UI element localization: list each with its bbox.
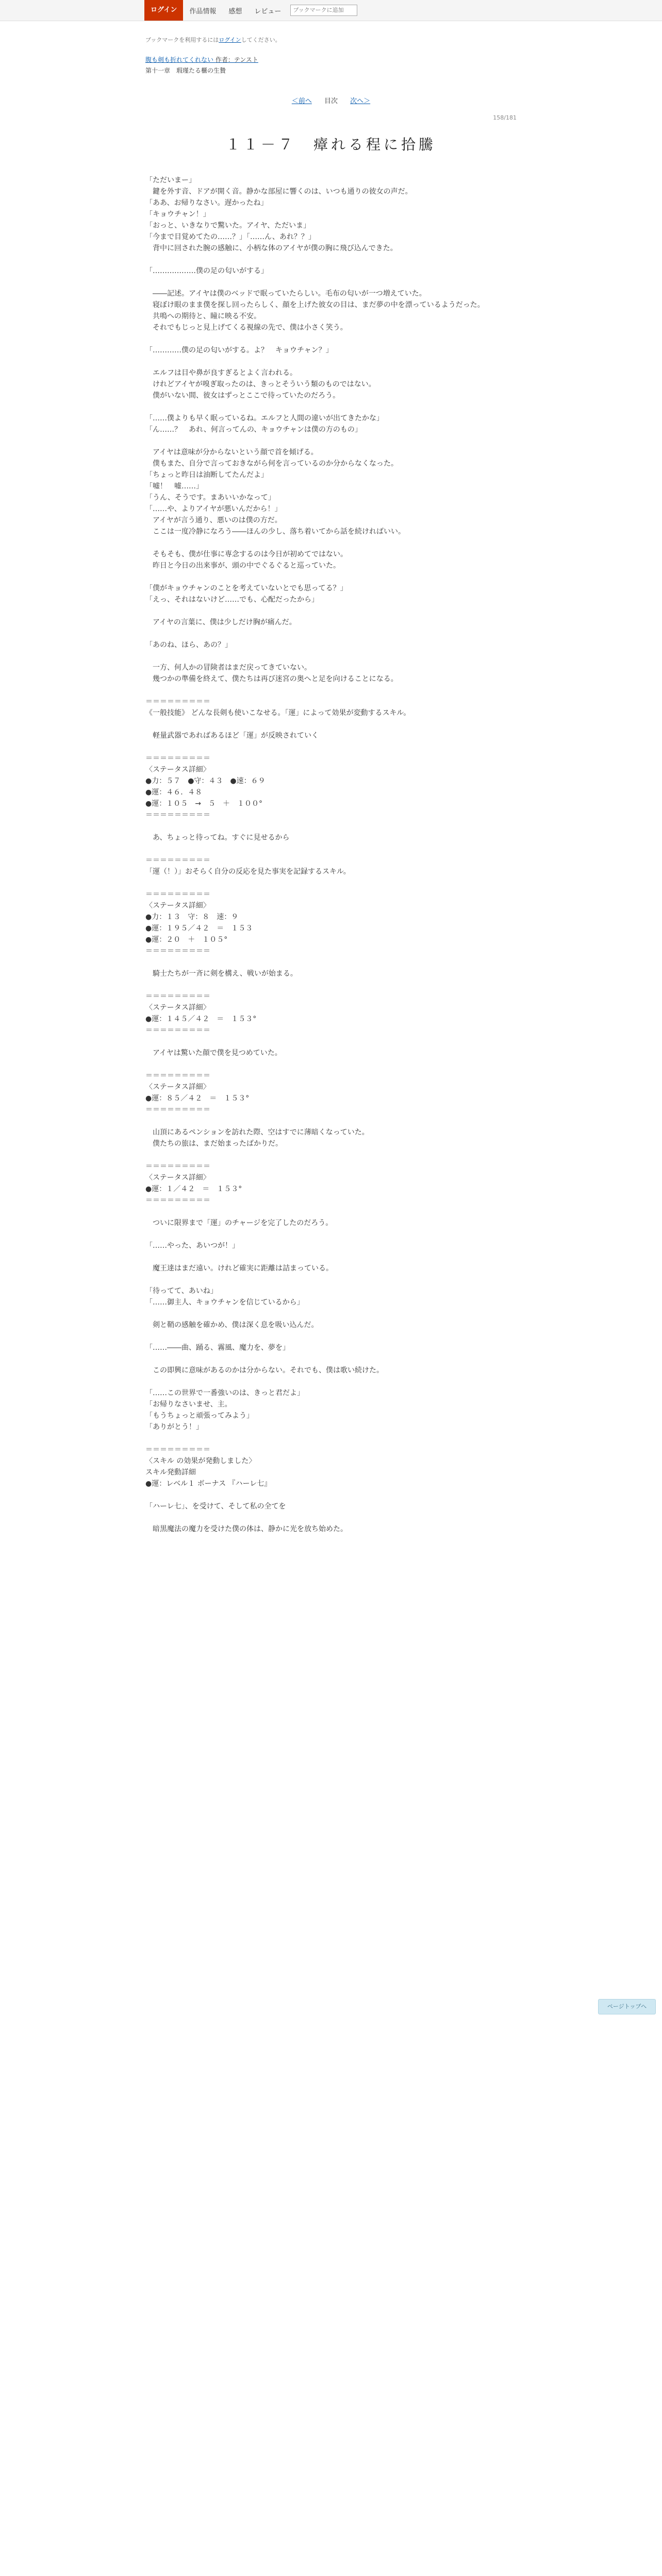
paragraph: 「……や、よりアイヤが悪いんだから！」: [145, 505, 282, 513]
nav-link-review[interactable]: レビュー: [254, 7, 282, 15]
paragraph: 〈ステータス詳細〉: [145, 1083, 210, 1091]
paragraph: 《一般技能》 どんな長剣も使いこなせる。「運」によって効果が変動するスキル。: [145, 709, 411, 717]
paragraph: [145, 821, 517, 832]
paragraph: ここは一度冷静になろう――ほんの少し、落ち着いてから話を続ければいい。: [145, 528, 405, 536]
paragraph: ●運：１０５ → ５ ＋ １００°: [145, 800, 262, 808]
paragraph: [145, 1229, 517, 1240]
nav-link-comments[interactable]: 感想: [228, 7, 242, 15]
paragraph: 共鳴への期待と、瞳に映る不安。: [145, 312, 261, 320]
paragraph: [145, 333, 517, 345]
paragraph: [145, 356, 517, 367]
paragraph: 「ああ、お帰りなさい。遅かったね」: [145, 199, 268, 207]
paragraph: [145, 571, 517, 583]
paragraph: 鍵を外す音、ドアが開く音。静かな部屋に響くのは、いつも通りの彼女の声だ。: [145, 188, 412, 196]
paragraph: ●運：８５／４２ ＝ １５３°: [145, 1094, 250, 1103]
hint-suffix: してください。: [241, 37, 281, 43]
paragraph: 幾つかの準備を終えて、僕たちは再び迷宮の奥へと足を向けることになる。: [145, 675, 398, 683]
top-navigation: [0, 0, 662, 21]
paragraph: ●運：１９５／４２ ＝ １５３: [145, 924, 253, 933]
paragraph: ＝＝＝＝＝＝＝＝＝: [145, 811, 210, 819]
paragraph: [145, 1036, 517, 1047]
paragraph: ●運：４６．４８: [145, 788, 203, 796]
chapter-label: 第十一章 瑕瑾たる櫃の生贄: [145, 67, 226, 74]
paragraph: [145, 1274, 517, 1285]
series-author: 作者：テンスト: [215, 56, 258, 63]
paragraph: 「運（！）」おそらく自分の反応を見た事実を記録するスキル。: [145, 868, 351, 876]
paragraph: ●運：２０ ＋ １０５°: [145, 936, 228, 944]
paragraph: ――記述。アイヤは僕のベッドで眠っていたらしい。毛布の匂いが一つ増えていた。: [145, 290, 426, 298]
paragraph: あ、ちょっと待ってね。すぐに見せるから: [145, 834, 290, 842]
paragraph: 僕たちの旅は、まだ始まったばかりだ。: [145, 1140, 283, 1148]
paragraph: 「……僕よりも早く眠っているね。エルフと人間の違いが出てきたかな」: [145, 414, 384, 422]
paragraph: ＝＝＝＝＝＝＝＝＝: [145, 890, 210, 899]
paragraph: 「……――曲、踊る、霧風、魔力を、夢を」: [145, 1344, 290, 1352]
paragraph: [145, 1059, 517, 1070]
paragraph: 「待ってて、あいね」: [145, 1287, 218, 1295]
paragraph: 「キョウチャン！」: [145, 210, 210, 218]
paragraph: ●力：５７ ●守：４３ ●速：６９: [145, 777, 266, 785]
paragraph: [145, 979, 517, 991]
series-title[interactable]: 腹も剣も折れてくれない: [145, 56, 214, 63]
paragraph: 一方、何人かの冒険者はまだ戻ってきていない。: [145, 664, 311, 672]
paragraph: 「……やった、あいつが！」: [145, 1242, 239, 1250]
novel-body: [145, 175, 517, 1535]
bookmark-input[interactable]: [290, 5, 357, 16]
paragraph: [145, 277, 517, 288]
paragraph: けれどアイヤが嗅ぎ取ったのは、きっとそういう類のものではない。: [145, 380, 376, 388]
nav-link-work-info[interactable]: 作品情報: [189, 7, 217, 15]
chapter-title: １１－７ 瘴れる程に拾騰: [225, 136, 436, 153]
paragraph: 騎士たちが一斉に剣を構え、戦いが始まる。: [145, 970, 297, 978]
paragraph: ＝＝＝＝＝＝＝＝＝: [145, 1026, 210, 1035]
paragraph: 山頂にあるペンションを訪れた際、空はすでに薄暗くなっていた。: [145, 1128, 369, 1137]
paragraph: 〈スキル の効果が発動しました〉: [145, 1457, 256, 1465]
paragraph: この即興に意味があるのかは分からない。それでも、僕は歌い続けた。: [145, 1366, 384, 1375]
paragraph: 「…………僕の足の匂いがする。よ？ キョウチャン？」: [145, 346, 333, 354]
paragraph: [145, 957, 517, 968]
page-top-button[interactable]: ページトップへ: [598, 1999, 656, 2014]
paragraph: ＝＝＝＝＝＝＝＝＝: [145, 947, 210, 955]
paragraph: ＝＝＝＝＝＝＝＝＝: [145, 1072, 210, 1080]
paragraph: 「……この世界で一番強いのは、きっと君だよ」: [145, 1389, 304, 1397]
paragraph: 〈ステータス詳細〉: [145, 766, 210, 774]
paragraph: 魔王達はまだ遠い。けれど確実に距離は詰まっている。: [145, 1264, 333, 1273]
paragraph: [145, 719, 517, 730]
chapter-navigation: [145, 95, 517, 105]
paragraph: [145, 1149, 517, 1161]
bookmark-hint: [145, 36, 517, 44]
paragraph: 「ん……？ あれ、何言ってんの、キョウチャンは僕の方のもの」: [145, 426, 362, 434]
paragraph: アイヤは意味が分からないという顔で首を傾げる。: [145, 448, 318, 456]
paragraph: ＝＝＝＝＝＝＝＝＝: [145, 754, 210, 762]
page-counter: 158/181: [493, 114, 517, 121]
next-link[interactable]: 次へ＞: [350, 97, 371, 105]
paragraph: アイヤの言葉に、僕は少しだけ胸が痛んだ。: [145, 618, 296, 626]
prev-link[interactable]: ＜前へ: [291, 97, 312, 105]
paragraph: 「もうちょっと頑張ってみよう」: [145, 1412, 254, 1420]
paragraph: 「あのね、ほら、あの？」: [145, 641, 232, 649]
paragraph: [145, 254, 517, 265]
paragraph: ●運：レベル１ ボーナス 『ハーレ七』: [145, 1480, 272, 1488]
paragraph: [145, 1251, 517, 1263]
paragraph: 「嘘！ 嘘……」: [145, 482, 203, 490]
paragraph: 寝ぼけ眼のまま僕を探し回ったらしく、顔を上げた彼女の目は、まだ夢の中を漂っているようだった。: [145, 301, 485, 309]
paragraph: 〈ステータス詳細〉: [145, 1174, 210, 1182]
paragraph: ＝＝＝＝＝＝＝＝＝: [145, 856, 210, 865]
paragraph: 「うん、そうです。まあいいかなって」: [145, 494, 275, 502]
paragraph: ＝＝＝＝＝＝＝＝＝: [145, 1106, 210, 1114]
paragraph: 〈ステータス詳細〉: [145, 1004, 210, 1012]
paragraph: [145, 628, 517, 639]
paragraph: [145, 1115, 517, 1127]
paragraph: 「ハーレ七」、を受けて、そして私の全てを: [145, 1502, 286, 1511]
paragraph: [145, 877, 517, 889]
paragraph: 「今まで目覚めてたの……？」「……ん、あれ？？」: [145, 233, 316, 241]
paragraph: [145, 1353, 517, 1365]
paragraph: 「僕がキョウチャンのことを考えていないとでも思ってる？」: [145, 584, 347, 592]
paragraph: 「おっと、いきなりで驚いた。アイヤ、ただいま」: [145, 222, 311, 230]
paragraph: [145, 1206, 517, 1217]
paragraph: [145, 1489, 517, 1501]
paragraph: [145, 1331, 517, 1342]
paragraph: [145, 651, 517, 662]
paragraph: ●運：１／４２ ＝ １５３°: [145, 1185, 242, 1193]
paragraph: そもそも、僕が仕事に専念するのは今日が初めてではない。: [145, 550, 347, 558]
hint-login-link[interactable]: ログイン: [219, 37, 241, 43]
paragraph: 僕がいない間、彼女はずっとここで待っていたのだろう。: [145, 392, 340, 400]
paragraph: アイヤが言う通り、悪いのは僕の方だ。: [145, 516, 282, 524]
paragraph: [145, 435, 517, 447]
paragraph: [145, 685, 517, 696]
paragraph: ＝＝＝＝＝＝＝＝＝: [145, 1196, 210, 1205]
paragraph: スキル発動詳細: [145, 1468, 196, 1477]
paragraph: 「えっ、それはないけど……でも、心配だったから」: [145, 596, 319, 604]
paragraph: [145, 401, 517, 413]
paragraph: 「………………僕の足の匂いがする」: [145, 267, 268, 275]
toc-link[interactable]: 目次: [324, 97, 338, 105]
paragraph: 〈ステータス詳細〉: [145, 902, 210, 910]
paragraph: エルフは目や鼻が良すぎるとよく言われる。: [145, 369, 297, 377]
paragraph: [145, 1433, 517, 1444]
paragraph: 「ありがとう！」: [145, 1423, 203, 1431]
paragraph: 暗黒魔法の魔力を受けた僕の体は、静かに光を放ち始めた。: [145, 1525, 347, 1533]
paragraph: [145, 605, 517, 617]
paragraph: [145, 843, 517, 855]
paragraph: ＝＝＝＝＝＝＝＝＝: [145, 1446, 210, 1454]
paragraph: ついに限界まで「運」のチャージを完了したのだろう。: [145, 1219, 333, 1227]
login-button[interactable]: ログイン: [144, 0, 183, 21]
paragraph: [145, 741, 517, 753]
paragraph: 僕もまた、自分で言っておきながら何を言っているのか分からなくなった。: [145, 460, 398, 468]
paragraph: それでもじっと見上げてくる視線の先で、僕は小さく笑う。: [145, 324, 347, 332]
paragraph: [145, 1376, 517, 1387]
paragraph: アイヤは驚いた顔で僕を見つめていた。: [145, 1049, 282, 1057]
paragraph: 軽量武器であればあるほど「運」が反映されていく: [145, 732, 319, 740]
paragraph: 昨日と今日の出来事が、頭の中でぐるぐると巡っていた。: [145, 562, 340, 570]
hint-prefix: ブックマークを利用するには: [145, 37, 219, 43]
paragraph: ●運：１４５／４２ ＝ １５３°: [145, 1015, 257, 1023]
paragraph: [145, 537, 517, 549]
paragraph: 「……御主人、キョウチャンを信じているから」: [145, 1298, 304, 1307]
paragraph: 「お帰りなさいませ、主。: [145, 1400, 232, 1409]
paragraph: 「ちょっと昨日は油断してたんだよ」: [145, 471, 268, 479]
paragraph: 「ただいまー」: [145, 176, 196, 184]
paragraph: ＝＝＝＝＝＝＝＝＝: [145, 1162, 210, 1171]
paragraph: ＝＝＝＝＝＝＝＝＝: [145, 992, 210, 1001]
paragraph: 背中に回された腕の感触に、小柄な体のアイヤが僕の胸に飛び込んできた。: [145, 244, 398, 252]
series-title-link[interactable]: [145, 55, 517, 64]
paragraph: 剣と鞘の感触を確かめ、僕は深く息を吸い込んだ。: [145, 1321, 319, 1329]
paragraph: ＝＝＝＝＝＝＝＝＝: [145, 698, 210, 706]
paragraph: [145, 1308, 517, 1319]
paragraph: ●力：１３ 守：８ 速：９: [145, 913, 239, 921]
paragraph: [145, 1512, 517, 1523]
main-content: [145, 21, 517, 1535]
